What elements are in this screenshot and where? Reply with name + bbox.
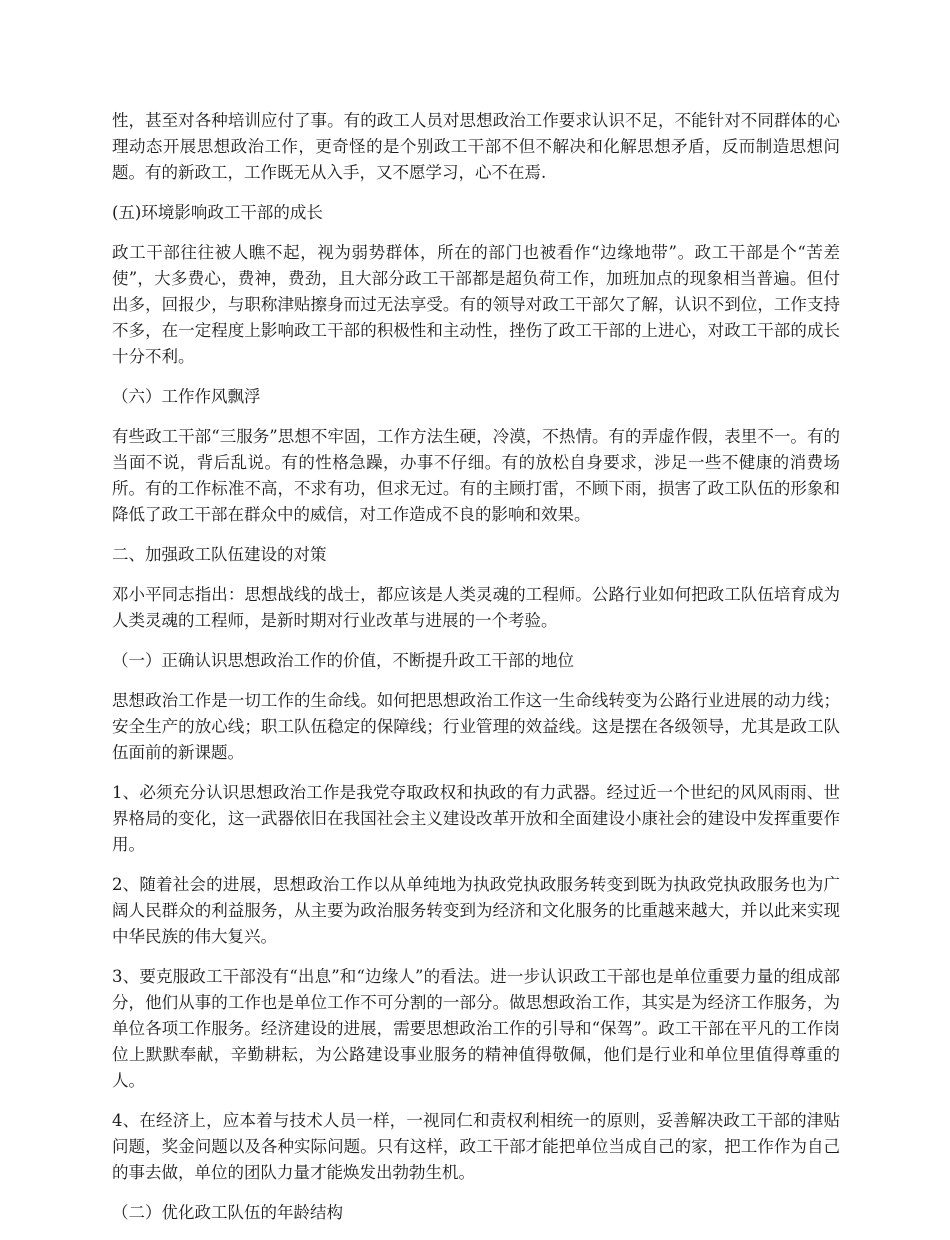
paragraph: 政工干部往往被人瞧不起，视为弱势群体，所在的部门也被看作“边缘地带”。政工干部是个“苦差使”，大多费心，费神，费劲，且大部分政工干部都是超负荷工作，加班加点的现象相当普遍。但付出多，回报少，与职称津贴擦身而过无法享受。有的领导对政工干部欠了解，认识不到位，工作支持不多，在一定程度上影响政工干部的积极性和主动性，挫伤了政工干部的上进心，对政工干部的成长十分不利。 <box>112 243 840 366</box>
paragraph: 思想政治工作是一切工作的生命线。如何把思想政治工作这一生命线转变为公路行业进展的动力线；安全生产的放心线；职工队伍稳定的保障线；行业管理的效益线。这是摆在各级领导，尤其是政工队伍面前的新课题。 <box>112 691 840 762</box>
paragraph: 有些政工干部“三服务”思想不牢固，工作方法生硬，冷漠，不热情。有的弄虚作假，表里不一。有的当面不说，背后乱说。有的性格急躁，办事不仔细。有的放松自身要求，涉足一些不健康的消费场所。有的工作标准不高，不求有功，但求无过。有的主顾打雷，不顾下雨，损害了政工队伍的形象和降低了政工干部在群众中的威信，对工作造成不良的影响和效果。 <box>112 427 840 524</box>
section-heading: （六）工作作风飘浮 <box>112 387 261 406</box>
document-body <box>112 108 840 1240</box>
paragraph: 邓小平同志指出：思想战线的战士，都应该是人类灵魂的工程师。公路行业如何把政工队伍培育成为人类灵魂的工程师，是新时期对行业改革与进展的一个考验。 <box>112 585 840 630</box>
section-heading: (五)环境影响政工干部的成长 <box>112 203 323 222</box>
numbered-paragraph: 1、必须充分认识思想政治工作是我党夺取政权和执政的有力武器。经过近一个世纪的风风雨雨、世界格局的变化，这一武器依旧在我国社会主义建设改革开放和全面建设小康社会的建设中发挥重要作用。 <box>112 783 840 854</box>
numbered-paragraph: 2、随着社会的进展，思想政治工作以从单纯地为执政党执政服务转变到既为执政党执政服务也为广阔人民群众的利益服务，从主要为政治服务转变到为经济和文化服务的比重越来越大，并以此来实现中华民族的伟大复兴。 <box>112 875 840 946</box>
numbered-paragraph: 3、要克服政工干部没有“出息”和“边缘人”的看法。进一步认识政工干部也是单位重要力量的组成部分，他们从事的工作也是单位工作不可分割的一部分。做思想政治工作，其实是为经济工作服务，为单位各项工作服务。经济建设的进展，需要思想政治工作的引导和“保驾”。政工干部在平凡的工作岗位上默默奉献，辛勤耕耘，为公路建设事业服务的精神值得敬佩，他们是行业和单位里值得尊重的人。 <box>112 967 840 1090</box>
section-heading: （二）优化政工队伍的年龄结构 <box>112 1203 343 1222</box>
numbered-paragraph: 4、在经济上，应本着与技术人员一样，一视同仁和责权利相统一的原则，妥善解决政工干部的津贴问题，奖金问题以及各种实际问题。只有这样，政工干部才能把单位当成自己的家，把工作作为自己的事去做，单位的团队力量才能焕发出勃勃生机。 <box>112 1111 840 1182</box>
section-heading: 二、加强政工队伍建设的对策 <box>112 545 327 564</box>
section-heading: （一）正确认识思想政治工作的价值，不断提升政工干部的地位 <box>112 651 574 670</box>
paragraph: 性，甚至对各种培训应付了事。有的政工人员对思想政治工作要求认识不足，不能针对不同群体的心理动态开展思想政治工作，更奇怪的是个别政工干部不但不解决和化解思想矛盾，反而制造思想问题。有的新政工，工作既无从入手，又不愿学习，心不在焉. <box>112 111 840 182</box>
